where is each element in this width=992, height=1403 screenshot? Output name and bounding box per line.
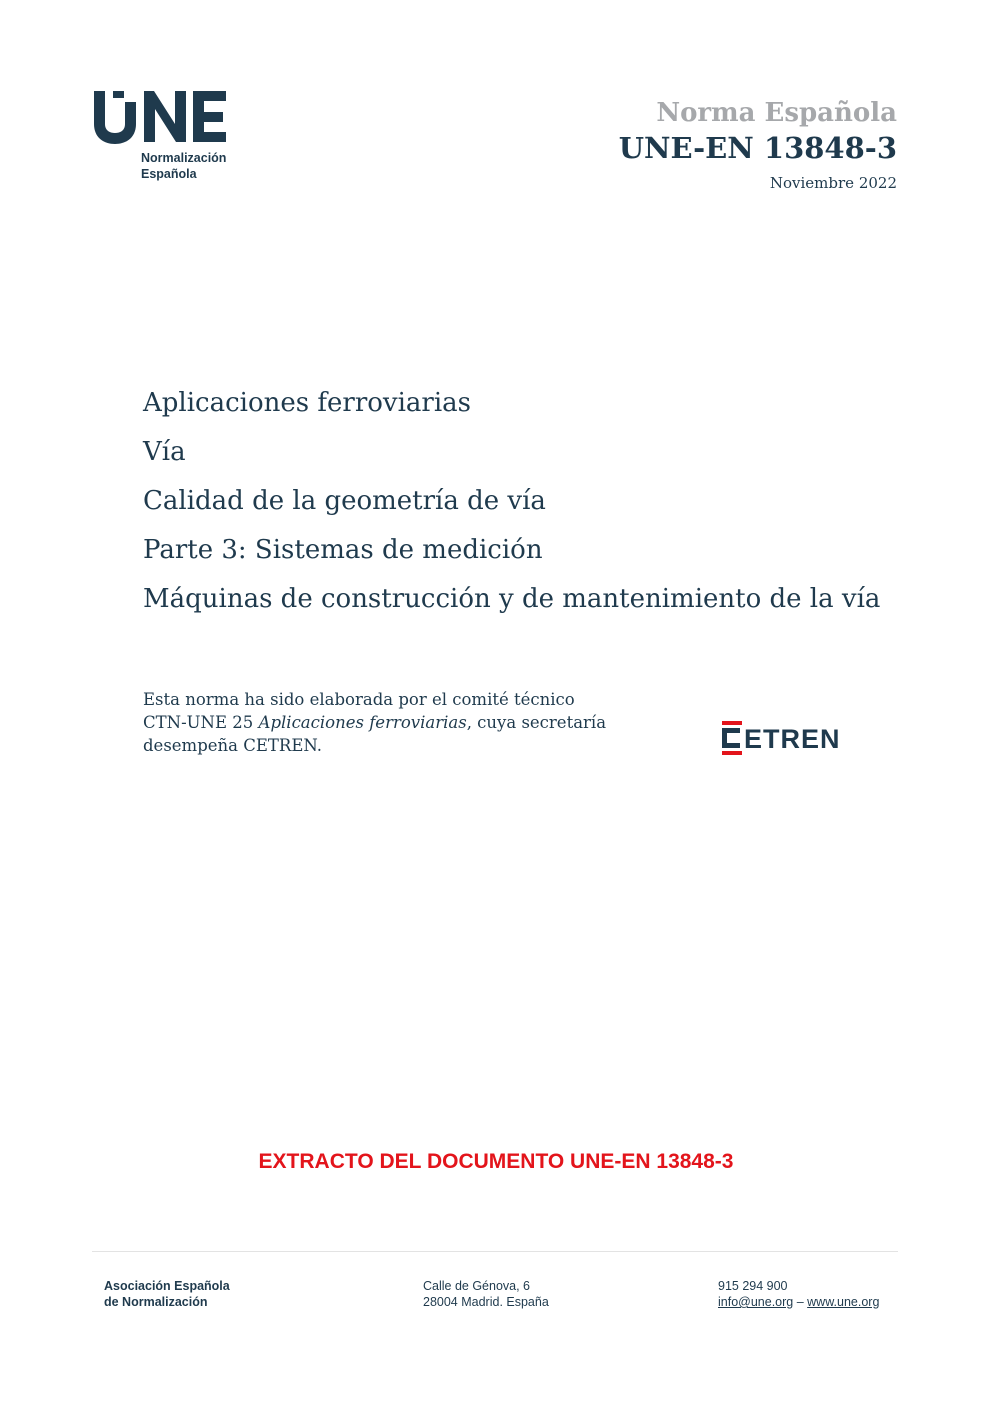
committee-suffix: , cuya secretaría (466, 713, 607, 732)
committee-line3: desempeña CETREN. (143, 736, 323, 755)
committee-statement (143, 688, 643, 757)
footer-link-separator: – (793, 1295, 808, 1309)
title-line: Calidad de la geometría de vía (143, 486, 546, 516)
footer-address-line2: 28004 Madrid. España (423, 1295, 549, 1309)
une-logo (92, 88, 242, 182)
committee-line2 (143, 711, 643, 734)
footer-org-line1: Asociación Española (104, 1279, 230, 1293)
footer-links (718, 1294, 879, 1310)
logo-subtitle-line1: Normalización (141, 151, 227, 165)
standard-date: Noviembre 2022 (769, 174, 897, 192)
email-link[interactable]: info@une.org (718, 1295, 794, 1309)
footer-contact (718, 1278, 879, 1310)
standard-label: Norma Española (656, 98, 897, 128)
une-logo-subtitle (141, 150, 242, 182)
footer-phone: 915 294 900 (718, 1279, 788, 1293)
footer-address-line1: Calle de Génova, 6 (423, 1279, 531, 1293)
footer-organization (104, 1278, 230, 1310)
footer-org-line2: de Normalización (104, 1295, 208, 1309)
standard-code: UNE-EN 13848-3 (618, 131, 897, 165)
committee-name: Aplicaciones ferroviarias (258, 713, 467, 732)
svg-text:ETREN: ETREN (744, 724, 841, 754)
title-line: Aplicaciones ferroviarias (143, 388, 471, 418)
footer-address (423, 1278, 549, 1310)
title-line: Máquinas de construcción y de mantenimiento de la vía (143, 584, 881, 614)
footer-divider (92, 1251, 898, 1252)
cetren-logo (720, 719, 862, 761)
extract-notice: EXTRACTO DEL DOCUMENTO UNE-EN 13848-3 (258, 1150, 734, 1173)
document-titles (143, 382, 880, 627)
committee-line1: Esta norma ha sido elaborada por el comité técnico (143, 690, 575, 709)
standard-header (619, 96, 897, 192)
cetren-logo-mark (720, 719, 862, 757)
title-line: Vía (143, 437, 186, 467)
committee-code: CTN-UNE 25 (143, 713, 259, 732)
une-logo-mark (92, 88, 228, 144)
logo-subtitle-line2: Española (141, 167, 197, 181)
website-link[interactable]: www.une.org (807, 1295, 880, 1309)
title-line: Parte 3: Sistemas de medición (143, 535, 543, 565)
